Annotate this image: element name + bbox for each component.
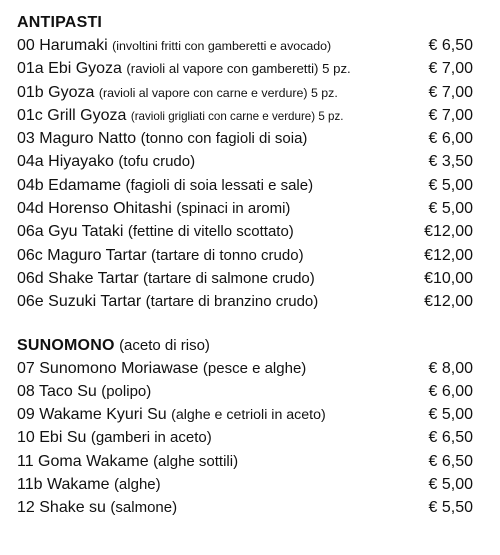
- item-note: (ravioli al vapore con carne e verdure) 5 pz.: [98, 85, 338, 100]
- menu-item: [17, 473, 477, 496]
- item-price: €12,00: [424, 293, 473, 311]
- section-antipasti: [17, 11, 477, 314]
- menu-item: [17, 267, 477, 290]
- item-price: € 7,00: [428, 83, 473, 101]
- item-note: (tartare di salmone crudo): [143, 269, 315, 287]
- item-name: 01c Grill Gyoza: [17, 106, 127, 124]
- item-note: (involtini fritti con gamberetti e avocado): [112, 39, 332, 53]
- item-note: (ravioli grigliati con carne e verdure) 5 pz.: [130, 109, 344, 123]
- menu-item: [17, 197, 477, 220]
- menu-item: [17, 290, 477, 313]
- menu-item: [17, 174, 477, 197]
- menu-item: [17, 57, 477, 80]
- item-price: € 6,00: [428, 130, 473, 148]
- item-name: 00 Harumaki: [17, 37, 108, 54]
- item-name: 01b Gyoza: [17, 83, 95, 101]
- menu-item: [17, 380, 477, 403]
- item-name: 07 Sunomono Moriawase: [17, 359, 199, 377]
- menu-page: [17, 11, 477, 520]
- item-price: €10,00: [424, 269, 473, 287]
- item-name: 04b Edamame: [17, 176, 122, 194]
- item-name: 11b Wakame: [17, 476, 110, 494]
- item-name: 08 Taco Su: [17, 382, 97, 400]
- menu-item: [17, 81, 477, 104]
- item-note: (polipo): [101, 382, 152, 400]
- item-note: (gamberi in aceto): [90, 429, 212, 447]
- section-title: ANTIPASTI: [17, 14, 103, 31]
- menu-item: [17, 104, 477, 127]
- item-note: (alghe sottili): [153, 452, 239, 470]
- item-name: 03 Maguro Natto: [17, 130, 137, 148]
- item-note: (tofu crudo): [118, 153, 196, 171]
- item-price: € 7,00: [428, 60, 473, 78]
- item-name: 01a Ebi Gyoza: [17, 60, 122, 78]
- item-note: (tartare di tonno crudo): [151, 246, 304, 264]
- item-price: € 3,50: [428, 153, 473, 171]
- item-name: 06a Gyu Tataki: [17, 223, 124, 241]
- section-heading: [17, 11, 477, 34]
- item-name: 11 Goma Wakame: [17, 452, 149, 470]
- section-spacer: [17, 314, 477, 334]
- item-price: € 6,50: [428, 452, 473, 470]
- item-name: 12 Shake su: [17, 499, 106, 517]
- menu-item: [17, 244, 477, 267]
- item-note: (fettine di vitello scottato): [127, 223, 294, 241]
- item-note: (ravioli al vapore con gamberetti) 5 pz.: [126, 61, 351, 77]
- item-price: € 7,00: [428, 106, 473, 124]
- menu-item: [17, 220, 477, 243]
- item-price: €12,00: [424, 223, 473, 241]
- item-name: 06d Shake Tartar: [17, 269, 139, 287]
- item-name: 09 Wakame Kyuri Su: [17, 406, 167, 424]
- item-price: € 8,00: [428, 359, 473, 377]
- menu-item: [17, 150, 477, 173]
- item-price: € 6,50: [428, 429, 473, 447]
- item-price: € 5,00: [428, 476, 473, 494]
- menu-item: [17, 426, 477, 449]
- section-title: SUNOMONO: [17, 336, 115, 354]
- menu-item: [17, 357, 477, 380]
- section-subtitle: (aceto di riso): [119, 336, 210, 354]
- item-name: 04a Hiyayako: [17, 153, 114, 171]
- item-price: € 6,00: [428, 382, 473, 400]
- menu-item: [17, 34, 477, 57]
- item-name: 04d Horenso Ohitashi: [17, 200, 172, 218]
- section-sunomono: [17, 334, 477, 520]
- menu-item: [17, 127, 477, 150]
- item-note: (fagioli di soia lessati e sale): [125, 176, 314, 194]
- item-note: (alghe e cetrioli in aceto): [171, 407, 326, 424]
- item-note: (salmone): [110, 499, 178, 517]
- menu-item: [17, 450, 477, 473]
- menu-item: [17, 403, 477, 426]
- item-note: (spinaci in aromi): [176, 200, 291, 218]
- item-name: 06e Suzuki Tartar: [17, 293, 142, 311]
- item-price: € 5,50: [428, 499, 473, 517]
- item-name: 06c Maguro Tartar: [17, 246, 147, 264]
- item-name: 10 Ebi Su: [17, 429, 87, 447]
- item-note: (alghe): [113, 476, 161, 494]
- item-note: (tonno con fagioli di soia): [140, 130, 308, 148]
- item-note: (pesce e alghe): [202, 359, 307, 377]
- item-price: €12,00: [424, 246, 473, 264]
- item-price: € 5,00: [428, 406, 473, 424]
- item-price: € 5,00: [428, 176, 473, 194]
- item-price: € 5,00: [428, 200, 473, 218]
- menu-item: [17, 496, 477, 519]
- item-price: € 6,50: [428, 37, 473, 54]
- item-note: (tartare di branzino crudo): [145, 293, 319, 311]
- section-heading: [17, 334, 477, 357]
